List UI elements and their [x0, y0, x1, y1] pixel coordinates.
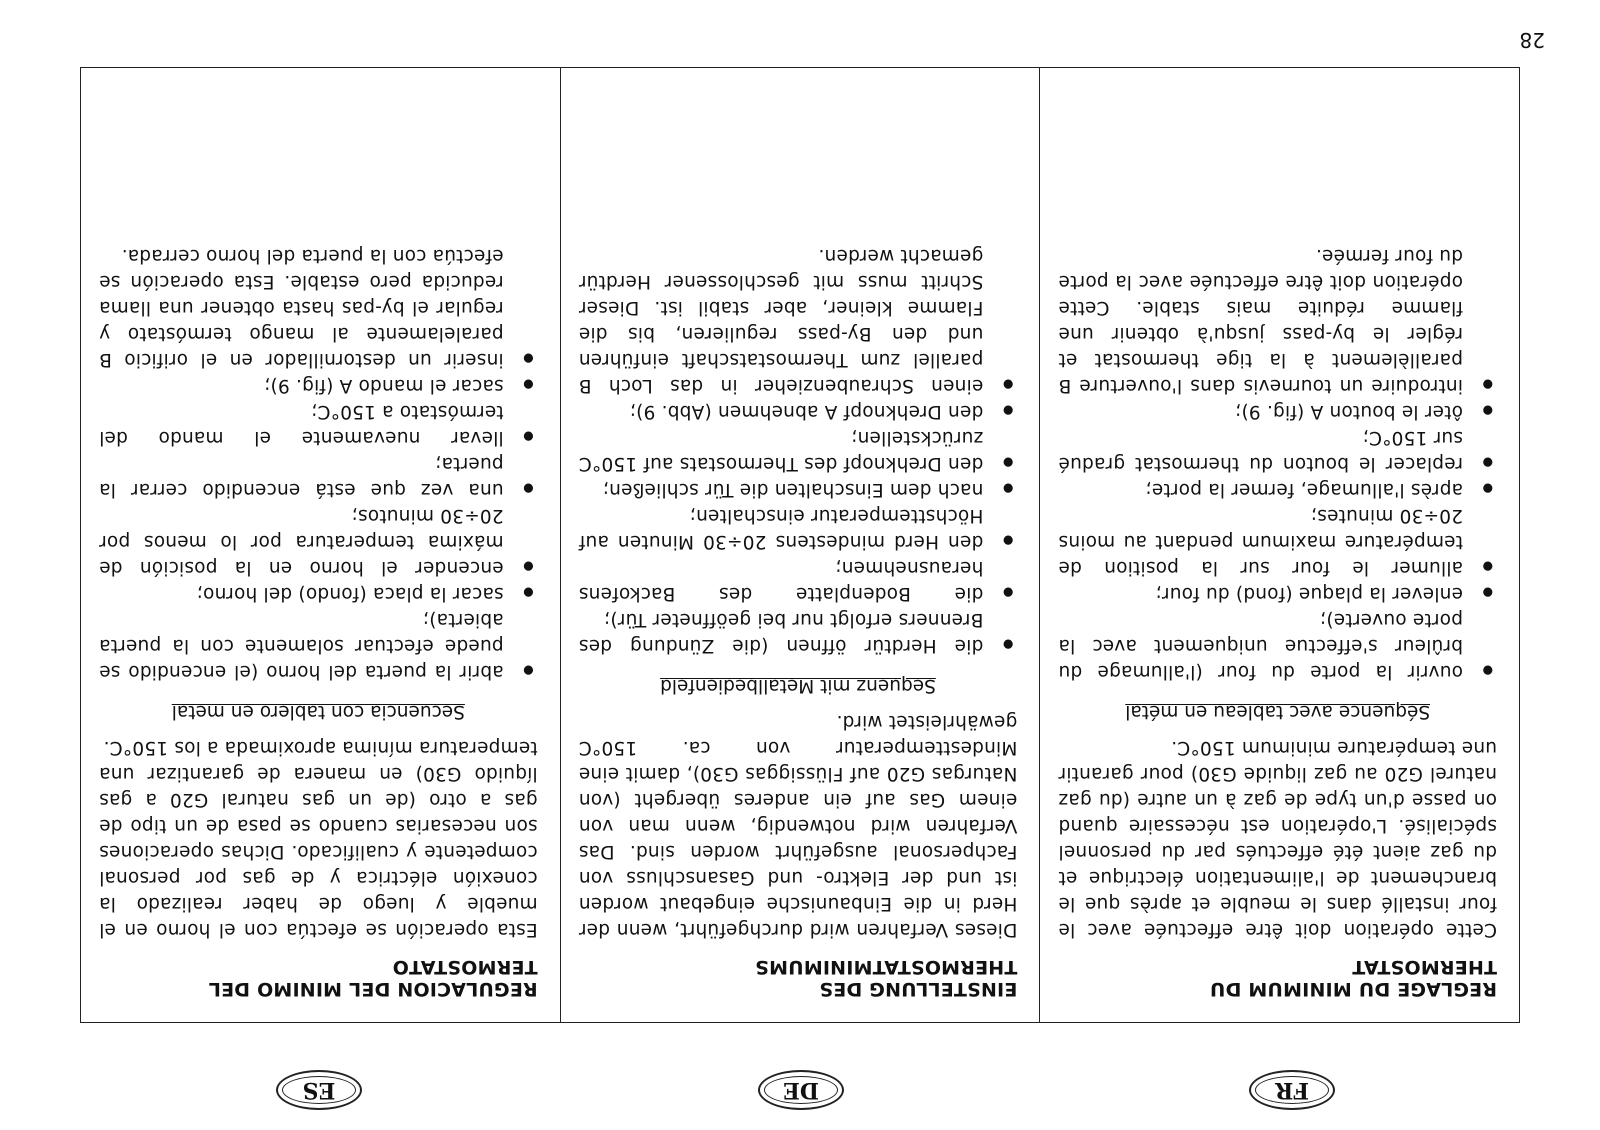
list-item: ● einen Schraubenzieher in das Loch B parallel zum Thermostatschaft einführen und den By-pass regulieren, bis die Flamme kleiner, aber stabil ist. Dieser Schritt muss mit geschlossener Herdtür gemacht werden.	[579, 242, 1018, 398]
list-item: ● abrir la puerta del horno (el encendido se puede efectuar solamente con la puerta abierta);	[99, 606, 538, 684]
list-item: ● den Drehknopf A abnehmen (Abb. 9);	[579, 398, 1018, 424]
bullet-list-fr	[1058, 242, 1497, 684]
page-number: 28	[1519, 28, 1545, 52]
list-item: ● die Herdtür öffnen (die Zündung des Brenners erfolgt nur bei geöffneter Tür);	[579, 606, 1018, 658]
list-item: ● inserir un destornillador en el orificio B paralelamente al mango termóstato y regular el by-pas hasta obtener una llama reducida pero estable. Esta operación se efectúa con la puerta del horno cerrada.	[99, 242, 538, 372]
list-item: ● introduire un tournevis dans l'ouverture B parallèlement à la tige thermostat et régler le by-pass jusqu'à obtenir une flamme réduite mais stable. Cette opération doit être effectuée avec la porte du four fermée.	[1058, 242, 1497, 398]
intro-paragraph-de: Dieses Verfahren wird durchgeführt, wenn der Herd in die Einbaunische eingebaut worden ist und der Elektro- und Gasanschluss von Fachpersonal ausgeführt worden sind. Das Verfahren wird notwendig, wenn man von einem Gas auf ein anderes übergeht (von Naturgas G20 auf Flüssiggas G30), damit eine Mindesttemperatur von ca. 150°C gewährleistet wird.	[578, 711, 1018, 940]
badge-label-es: ES	[302, 1077, 336, 1103]
bullet-list-de	[579, 242, 1018, 658]
list-item: ● replacer le bouton du thermostat gradué sur 150°C;	[1058, 424, 1497, 476]
list-item: ● encender el horno en la posición de máxima temperatura por lo menos por 20÷30 minutos;	[99, 502, 538, 580]
column-es	[81, 68, 560, 1022]
section-title-fr: REGLAGE DU MINIMUM DU THERMOSTAT	[1209, 956, 1497, 1000]
section-title-es: REGULACION DEL MINIMO DEL TERMOSTATO	[208, 956, 538, 1000]
three-column-table	[80, 67, 1520, 1023]
list-item: ● ôter le bouton A (fig. 9);	[1058, 398, 1497, 424]
section-title-de: EINSTELLUNG DES THERMOSTATMINIMUMS	[754, 956, 1018, 1000]
list-item: ● allumer le four sur la position de température maximum pendant au moins 20÷30 minutes;	[1058, 502, 1497, 580]
list-item: ● die Bodenplatte des Backofens herausnehmen;	[579, 554, 1018, 606]
badge-label-fr: FR	[1275, 1077, 1309, 1103]
list-item: ● sacar la placa (fondo) del horno;	[99, 580, 538, 606]
intro-paragraph-es: Esta operación se efectúa con el horno en el mueble y luego de haber realizado la conexión eléctrica y de gas por personal competente y cualificado. Dichas operaciones son necesarias cuando se pasa de un tipo de gas a otro (de un gas natural G20 a gas líquido G30) en manera de garantizar una temperatura mínima aproximada a los 150°C.	[98, 737, 538, 940]
language-badge-fr	[1249, 1070, 1335, 1110]
list-item: ● den Drehknopf des Thermostats auf 150°C zurückstellen;	[579, 424, 1018, 476]
list-item: ● una vez que está encendido cerrar la puerta;	[99, 450, 538, 502]
list-item: ● nach dem Einschalten die Tür schließen;	[579, 476, 1018, 502]
language-badge-de	[758, 1070, 844, 1110]
column-de	[560, 68, 1040, 1022]
list-item: ● enlever la plaque (fond) du four;	[1058, 580, 1497, 606]
language-badge-es	[276, 1070, 362, 1110]
list-item: ● après l'allumage, fermer la porte;	[1058, 476, 1497, 502]
badge-label-de: DE	[783, 1077, 819, 1103]
bullet-list-es	[99, 242, 538, 684]
list-item: ● den Herd mindestens 20÷30 Minuten auf Höchsttemperatur einschalten;	[579, 502, 1018, 554]
subtitle-de: Sequenz mit Metallbedienfeld	[660, 675, 936, 696]
intro-paragraph-fr: Cette opération doit être effectuée avec le four installé dans le meuble et après que le branchement de l'alimentation électrique et du gaz aient été effectués par du personnel spécialisé. L'opération est nécessaire quand on passe d'un type de gaz à un autre (du gaz naturel G20 au gaz liquide G30) pour garantir une température minimum 150°C.	[1058, 737, 1497, 940]
subtitle-es: Secuencia con tablero en metal	[171, 701, 465, 722]
list-item: ● llevar nuevamente el mando del termóstato a 150°C;	[99, 398, 538, 450]
list-item: ● sacar el mando A (fig. 9);	[99, 372, 538, 398]
column-fr	[1039, 68, 1519, 1022]
subtitle-fr: Séquence avec tableau en métal	[1125, 701, 1431, 722]
list-item: ● ouvrir la porte du four (l'allumage du brûleur s'effectue uniquement avec la porte ouverte);	[1058, 606, 1497, 684]
